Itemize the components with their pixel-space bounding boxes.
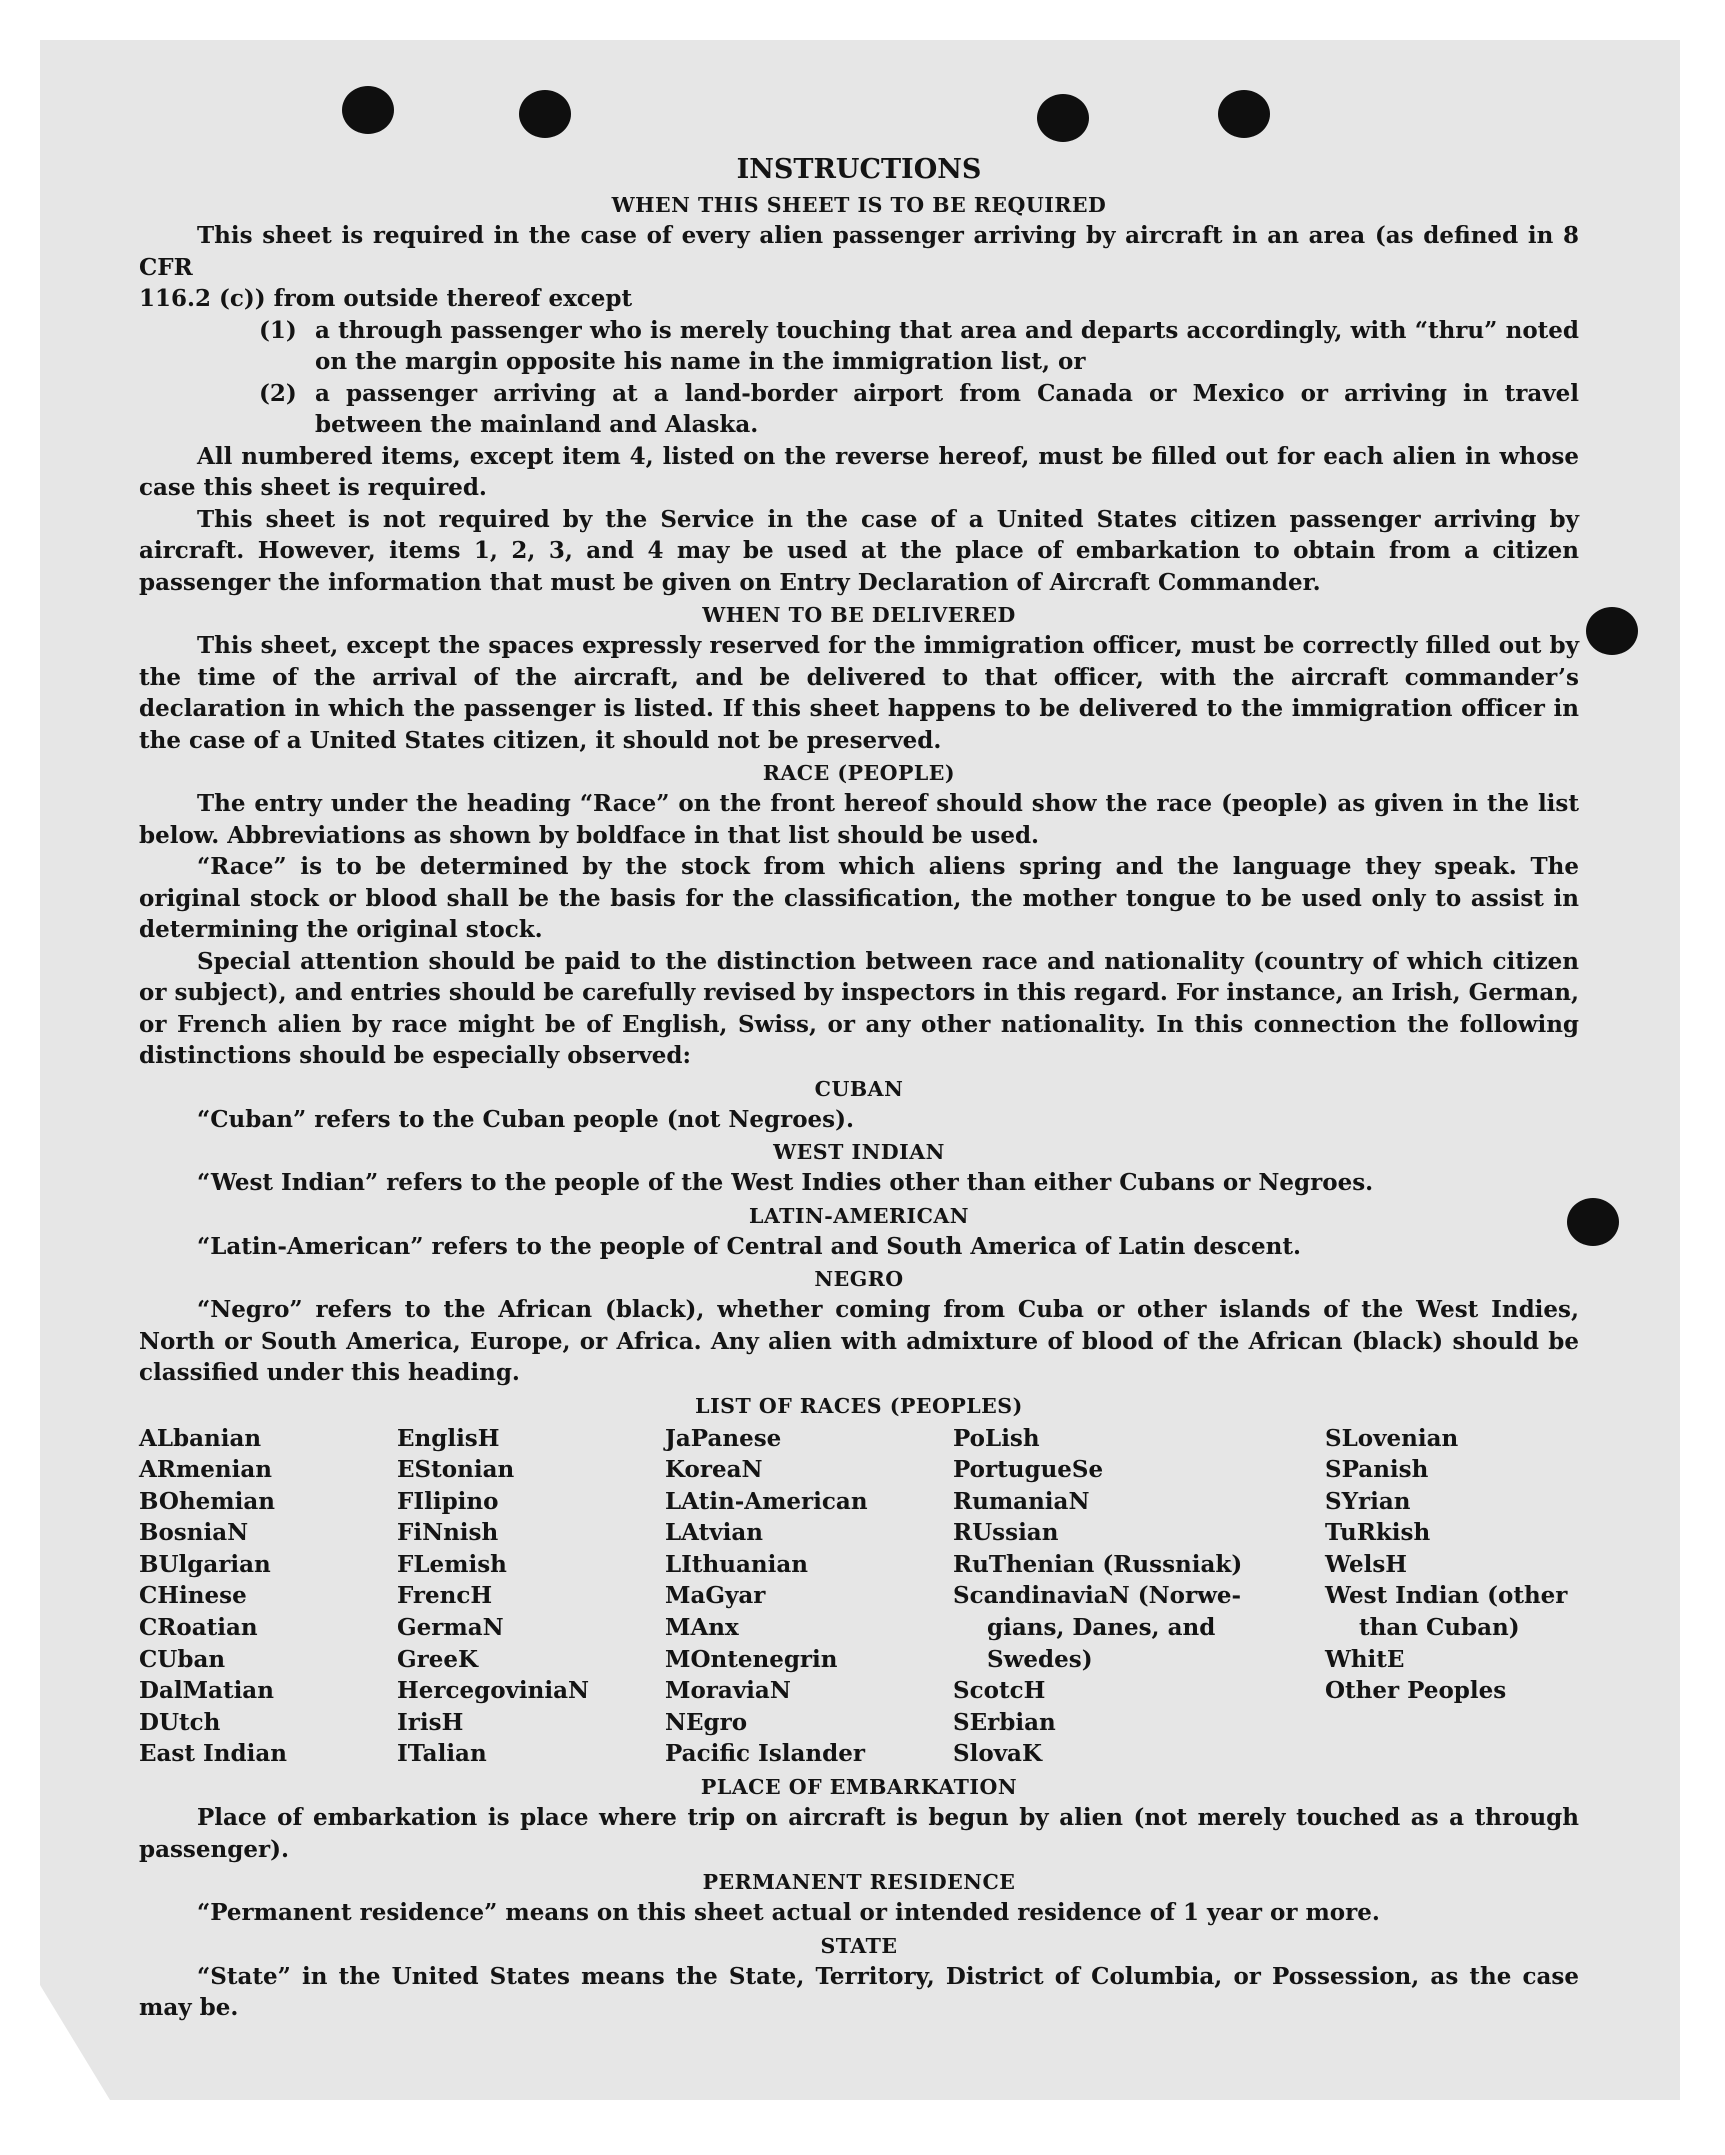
section-heading: STATE [820, 1933, 898, 1958]
race-entry: DalMatian [139, 1677, 274, 1705]
race-entry: FIlipino [397, 1487, 499, 1515]
race-entry: SLovenian [1325, 1424, 1459, 1452]
race-entry: EStonian [397, 1456, 515, 1484]
race-entry: Swedes) [987, 1645, 1093, 1673]
section-heading: PLACE OF EMBARKATION [700, 1775, 1018, 1800]
punch-hole [1218, 90, 1270, 138]
section-heading: WHEN THIS SHEET IS TO BE REQUIRED [611, 193, 1107, 217]
race-entry: TuRkish [1325, 1519, 1431, 1547]
race-entry: NEgro [665, 1708, 748, 1736]
paragraph: The entry under the heading “Race” on the front hereof should show the race (people) as given in the list below. Abbreviations as shown by boldface in that list should be used. [139, 790, 1579, 849]
race-entry: CHinese [139, 1582, 247, 1610]
section-heading: RACE (PEOPLE) [762, 761, 956, 785]
punch-hole [519, 90, 571, 138]
paragraph: “West Indian” refers to the people of the West Indies other than either Cubans or Negroes. [197, 1169, 1374, 1196]
race-entry: WelsH [1325, 1550, 1408, 1578]
section-heading: LATIN-AMERICAN [748, 1203, 970, 1228]
race-entry: BUlgarian [139, 1550, 271, 1578]
punch-hole [1037, 94, 1089, 142]
race-entry: MoraviaN [665, 1677, 791, 1705]
exception-item [139, 315, 1579, 378]
race-entry: KoreaN [665, 1456, 763, 1484]
paragraph: All numbered items, except item 4, listed on the reverse hereof, must be filled out for each alien in whose case this sheet is required. [139, 442, 1579, 501]
item-text: a through passenger who is merely touching that area and departs accordingly, with “thru” noted on the margin opposite his name in the immigration list, or [315, 316, 1579, 375]
instructions-title: INSTRUCTIONS [736, 154, 982, 185]
races-column [665, 1423, 953, 1771]
races-column [953, 1423, 1325, 1771]
race-entry: PortugueSe [953, 1456, 1104, 1484]
race-entry: than Cuban) [1359, 1614, 1520, 1642]
race-entry: ScandinaviaN (Norwe- [953, 1582, 1242, 1610]
races-list [139, 1423, 1579, 1771]
race-entry: FLemish [397, 1550, 507, 1578]
race-entry: MOntenegrin [665, 1645, 838, 1673]
item-number: (1) [259, 316, 297, 344]
race-entry: RuThenian (Russniak) [953, 1550, 1243, 1578]
race-entry: BosniaN [139, 1519, 249, 1547]
intro-line: 116.2 (c)) from outside thereof except [139, 285, 633, 312]
race-entry: FrencH [397, 1582, 493, 1610]
exception-item [139, 378, 1579, 441]
race-entry: SPanish [1325, 1456, 1429, 1484]
race-entry: PoLish [953, 1424, 1040, 1452]
paragraph: “Permanent residence” means on this sheet actual or intended residence of 1 year or more. [197, 1899, 1380, 1927]
race-entry: IrisH [397, 1708, 464, 1736]
race-entry: HercegoviniaN [397, 1677, 590, 1705]
race-entry: CUban [139, 1645, 226, 1673]
section-heading: PERMANENT RESIDENCE [702, 1870, 1016, 1895]
section-heading: WEST INDIAN [773, 1140, 945, 1164]
paragraph: “Race” is to be determined by the stock from which aliens spring and the language they speak. The original stock or blood shall be the basis for the classification, the mother tongue to be used only to assist in determining the original stock. [139, 853, 1579, 943]
paragraph: “State” in the United States means the State, Territory, District of Columbia, or Possession, as the case may be. [139, 1962, 1579, 2022]
race-entry: ScotcH [953, 1677, 1046, 1705]
punch-hole [342, 86, 394, 134]
race-entry: ALbanian [139, 1424, 262, 1452]
intro-line: This sheet is required in the case of every alien passenger arriving by aircraft in an area (as defined in 8 CFR [139, 222, 1579, 281]
paragraph: Special attention should be paid to the distinction between race and nationality (country of which citizen or subject), and entries should be carefully revised by inspectors in this regard. For instance, an Irish, German, or French alien by race might be of English, Swiss, or any other nationality. In this connection the following distinctions should be especially observed: [139, 947, 1579, 1069]
race-entry: Other Peoples [1325, 1677, 1507, 1705]
section-heading: NEGRO [814, 1267, 904, 1291]
race-entry: JaPanese [665, 1424, 782, 1452]
race-entry: LAtvian [665, 1519, 763, 1547]
race-entry: LAtin-American [665, 1487, 868, 1515]
race-entry: RumaniaN [953, 1487, 1090, 1515]
races-column [1325, 1423, 1579, 1771]
race-entry: ITalian [397, 1740, 487, 1768]
race-entry: RUssian [953, 1519, 1059, 1547]
race-entry: MAnx [665, 1614, 739, 1642]
race-entry: WhitE [1325, 1645, 1405, 1673]
race-entry: CRoatian [139, 1614, 258, 1642]
races-column [139, 1423, 397, 1771]
instructions-content [139, 152, 1579, 2024]
paragraph: Place of embarkation is place where trip on aircraft is begun by alien (not merely touched as a through passenger). [139, 1804, 1579, 1863]
race-entry: MaGyar [665, 1582, 766, 1610]
races-column [397, 1423, 665, 1771]
race-entry: DUtch [139, 1708, 221, 1736]
race-entry: SYrian [1325, 1487, 1411, 1515]
paragraph: “Latin-American” refers to the people of Central and South America of Latin descent. [197, 1232, 1301, 1260]
race-entry: SlovaK [953, 1740, 1042, 1768]
section-heading: WHEN TO BE DELIVERED [702, 603, 1016, 627]
race-entry: BOhemian [139, 1487, 275, 1515]
race-entry: East Indian [139, 1740, 287, 1768]
paragraph: This sheet, except the spaces expressly reserved for the immigration officer, must be correctly filled out by the time of the arrival of the aircraft, and be delivered to that officer, with the aircraft commander’s declaration in which the passenger is listed. If this sheet happens to be delivered to the immigration officer in the case of a United States citizen, it should not be preserved. [139, 632, 1579, 754]
section-heading: CUBAN [814, 1076, 904, 1101]
race-entry: West Indian (other [1325, 1582, 1568, 1610]
item-text: a passenger arriving at a land-border airport from Canada or Mexico or arriving in travel between the mainland and Alaska. [315, 379, 1579, 438]
race-entry: LIthuanian [665, 1550, 808, 1578]
paragraph: This sheet is not required by the Service in the case of a United States citizen passenger arriving by aircraft. However, items 1, 2, 3, and 4 may be used at the place of embarkation to obtain from a citizen passenger the information that must be given on Entry Declaration of Aircraft Commander. [139, 505, 1579, 596]
race-entry: GermaN [397, 1614, 504, 1642]
punch-hole [1586, 607, 1638, 655]
race-entry: gians, Danes, and [987, 1614, 1216, 1642]
race-entry: SErbian [953, 1708, 1056, 1736]
paragraph: “Negro” refers to the African (black), whether coming from Cuba or other islands of the West Indies, North or South America, Europe, or Africa. Any alien with admixture of blood of the African (black) should be classified under this heading. [139, 1296, 1579, 1386]
paragraph: “Cuban” refers to the Cuban people (not Negroes). [197, 1105, 855, 1133]
race-entry: ARmenian [139, 1456, 273, 1484]
item-number: (2) [259, 379, 297, 407]
race-entry: GreeK [397, 1645, 479, 1673]
race-entry: Pacific Islander [665, 1740, 865, 1768]
race-entry: FiNnish [397, 1519, 499, 1547]
race-entry: EnglisH [397, 1424, 500, 1452]
section-heading: LIST OF RACES (PEOPLES) [695, 1393, 1023, 1418]
